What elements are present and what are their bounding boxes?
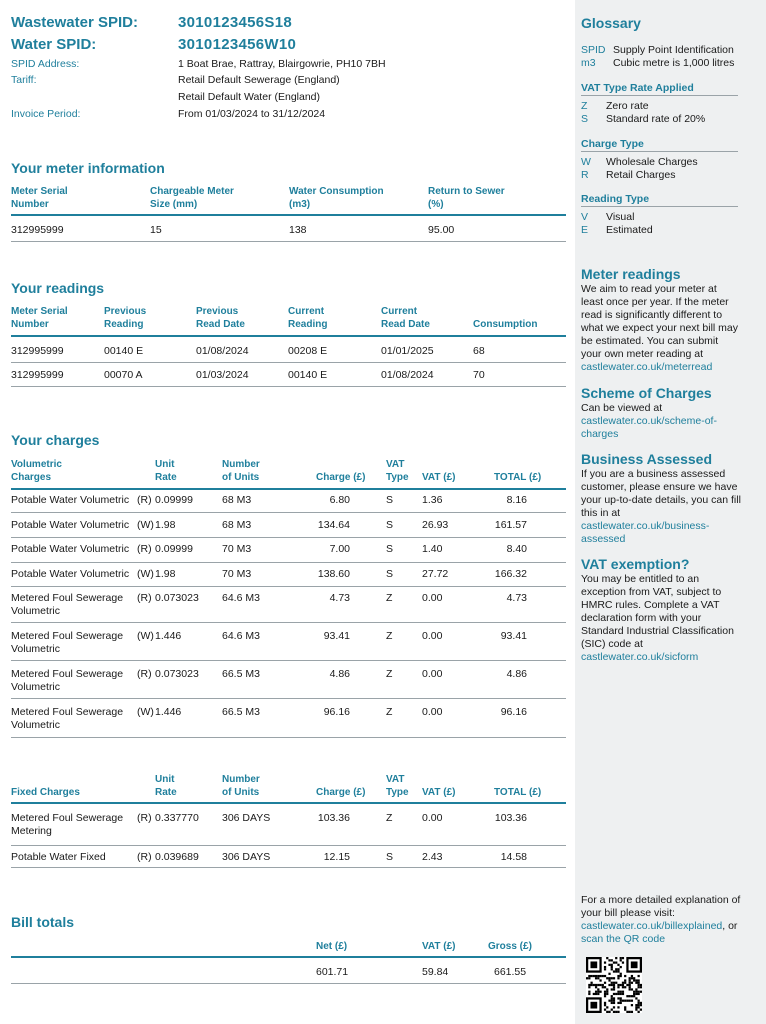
charge-text: Wholesale Charges: [606, 156, 698, 168]
charge-rate: 0.073023: [155, 668, 199, 680]
charge-vat-type: S: [386, 543, 394, 555]
glossary-code: m3: [581, 57, 596, 69]
readings-header-cur-date: Current Read Date: [381, 306, 430, 330]
charge-units: 68 M3: [222, 494, 252, 506]
reading-cell: 312995999: [11, 369, 64, 381]
glossary-sidebar: [575, 0, 766, 1024]
business-title: Business Assessed: [581, 451, 712, 467]
footer-text: For a more detailed explanation of your bill please visit: castlewater.co.uk/billexplained, or scan the QR code: [581, 894, 741, 945]
charge-amount: 96.16: [323, 706, 350, 718]
charge-units: 64.6 M3: [222, 592, 260, 604]
charge-rate: 1.98: [155, 519, 176, 531]
vat-code: Z: [581, 100, 588, 112]
charge-rate: 1.446: [155, 706, 182, 718]
charge-code: (R): [137, 668, 152, 680]
charge-amount: 103.36: [317, 812, 350, 824]
charge-vat-type: S: [386, 519, 394, 531]
charge-vat-type: S: [386, 494, 394, 506]
charges-header-name: Volumetric Charges: [11, 459, 62, 483]
charge-vat: 1.40: [422, 543, 443, 555]
charge-name: Potable Water Volumetric: [11, 543, 130, 555]
reading-type-title: Reading Type: [581, 193, 650, 205]
meter-readings-title: Meter readings: [581, 266, 681, 282]
charge-vat-type: S: [386, 851, 394, 863]
divider: [11, 335, 566, 337]
readings-header-prev-reading: Previous Reading: [104, 306, 147, 330]
charge-name: Metered Foul Sewerage Volumetric: [11, 668, 124, 693]
fixed-header-vat-type: VAT Type: [386, 774, 409, 798]
charge-amount: 134.64: [317, 519, 350, 531]
charge-total: 4.86: [506, 668, 527, 680]
charge-code: (R): [137, 851, 152, 863]
bill-explained-link[interactable]: castlewater.co.uk/billexplained: [581, 920, 723, 932]
charge-total: 4.73: [506, 592, 527, 604]
divider: [11, 622, 566, 623]
charge-name: Metered Foul Sewerage Volumetric: [11, 592, 124, 617]
meter-info-header-serial: Meter Serial Number: [11, 186, 68, 210]
totals-vat-label: VAT (£): [422, 941, 456, 952]
readings-title: Your readings: [11, 280, 105, 296]
reading-code: V: [581, 211, 589, 223]
meter-info-size: 15: [150, 224, 162, 236]
glossary-text: Cubic metre is 1,000 litres: [613, 57, 735, 69]
fixed-header-charge: Charge (£): [316, 787, 366, 798]
business-text: If you are a business assessed customer, please ensure we have your up-to-date details, you can fill this in at castlewater.co.uk/business-assessed: [581, 468, 741, 545]
charge-amount: 12.15: [323, 851, 350, 863]
divider: [11, 586, 566, 587]
charge-units: 66.5 M3: [222, 706, 260, 718]
meter-readings-text: We aim to read your meter at least once per year. If the meter read is significantly different to what we expect your next bill may be estimated. You can submit your own meter reading at castlewater.co.uk/meterread: [581, 283, 738, 373]
charge-vat: 0.00: [422, 592, 443, 604]
readings-header-cur-reading: Current Reading: [288, 306, 328, 330]
charge-rate: 0.073023: [155, 592, 199, 604]
charge-code: R: [581, 169, 589, 181]
charges-header-total: TOTAL (£): [494, 472, 542, 483]
tariff-value-water: Retail Default Water (England): [178, 91, 321, 103]
totals-net-value: 601.71: [316, 966, 349, 978]
tariff-label: Tariff:: [11, 74, 37, 86]
divider: [11, 983, 566, 984]
reading-cell: 01/03/2024: [196, 369, 249, 381]
charge-total: 96.16: [500, 706, 527, 718]
reading-cell: 01/08/2024: [381, 369, 434, 381]
reading-cell: 00140 E: [288, 369, 328, 381]
meter-info-header-size: Chargeable Meter Size (mm): [150, 186, 234, 210]
readings-header-serial: Meter Serial Number: [11, 306, 68, 330]
reading-text: Estimated: [606, 224, 653, 236]
charge-code: (W): [137, 568, 154, 580]
charge-text: Retail Charges: [606, 169, 676, 181]
charges-header-rate: Unit Rate: [155, 459, 177, 483]
charge-amount: 138.60: [317, 568, 350, 580]
bill-totals-title: Bill totals: [11, 914, 75, 930]
charge-amount: 7.00: [329, 543, 350, 555]
reading-cell: 00140 E: [104, 345, 144, 357]
charge-total: 14.58: [500, 851, 527, 863]
reading-cell: 01/08/2024: [196, 345, 249, 357]
charge-vat-type: Z: [386, 592, 393, 604]
fixed-header-vat: VAT (£): [422, 787, 456, 798]
spid-address-label: SPID Address:: [11, 58, 80, 70]
divider: [11, 698, 566, 699]
glossary-title: Glossary: [581, 15, 641, 31]
charge-name: Potable Water Volumetric: [11, 519, 130, 531]
charge-vat: 27.72: [422, 568, 449, 580]
charge-vat: 0.00: [422, 630, 443, 642]
tariff-value-sewerage: Retail Default Sewerage (England): [178, 74, 340, 86]
charge-rate: 0.039689: [155, 851, 199, 863]
charge-name: Potable Water Volumetric: [11, 568, 130, 580]
qr-code-icon[interactable]: [586, 957, 642, 1013]
divider: [11, 241, 566, 242]
water-spid-value: 3010123456W10: [178, 36, 297, 53]
fixed-header-rate: Unit Rate: [155, 774, 177, 798]
charge-total: 103.36: [494, 812, 527, 824]
scan-qr-link[interactable]: scan the QR code: [581, 933, 666, 945]
sicform-link[interactable]: castlewater.co.uk/sicform: [581, 651, 699, 663]
charge-vat: 2.43: [422, 851, 443, 863]
charge-vat: 26.93: [422, 519, 449, 531]
divider: [11, 537, 566, 538]
charge-units: 68 M3: [222, 519, 252, 531]
charge-rate: 1.98: [155, 568, 176, 580]
reading-cell: 00070 A: [104, 369, 143, 381]
meter-info-return: 95.00: [428, 224, 455, 236]
divider: [581, 151, 738, 152]
charge-units: 70 M3: [222, 568, 252, 580]
scheme-title: Scheme of Charges: [581, 385, 712, 401]
divider: [11, 562, 566, 563]
charge-vat-type: S: [386, 568, 394, 580]
business-link[interactable]: castlewater.co.uk/business-assessed: [581, 520, 710, 545]
vat-code: S: [581, 113, 589, 125]
meter-info-consumption: 138: [289, 224, 307, 236]
charge-rate: 0.09999: [155, 494, 193, 506]
charge-units: 70 M3: [222, 543, 252, 555]
totals-gross-value: 661.55: [494, 966, 527, 978]
vat-exemption-text: You may be entitled to an exception from VAT, subject to HMRC rules. Complete a VAT declaration form with your Standard Industrial Classification (SIC) code at castlewater.co.uk/sicform: [581, 573, 734, 663]
meter-info-header-return: Return to Sewer (%): [428, 186, 505, 210]
charge-name: Potable Water Fixed: [11, 851, 106, 863]
charge-amount: 4.86: [329, 668, 350, 680]
charge-code: (W): [137, 706, 154, 718]
totals-net-label: Net (£): [316, 941, 348, 952]
reading-text: Visual: [606, 211, 635, 223]
readings-header-prev-date: Previous Read Date: [196, 306, 245, 330]
divider: [11, 512, 566, 513]
meter-read-link[interactable]: castlewater.co.uk/meterread: [581, 361, 713, 373]
charge-total: 8.40: [506, 543, 527, 555]
fixed-header-units: Number of Units: [222, 774, 260, 798]
charges-header-charge: Charge (£): [316, 472, 366, 483]
reading-cell: 312995999: [11, 345, 64, 357]
charge-name: Metered Foul Sewerage Volumetric: [11, 630, 124, 655]
readings-header-consumption: Consumption: [473, 319, 538, 330]
charge-name: Metered Foul Sewerage Metering: [11, 812, 124, 837]
meter-info-serial: 312995999: [11, 224, 64, 236]
reading-cell: 01/01/2025: [381, 345, 434, 357]
charge-rate: 1.446: [155, 630, 182, 642]
charge-code: W: [581, 156, 591, 168]
charge-code: (W): [137, 630, 154, 642]
charge-amount: 6.80: [329, 494, 350, 506]
totals-vat-value: 59.84: [422, 966, 449, 978]
fixed-header-name: Fixed Charges: [11, 787, 80, 798]
charge-vat-type: Z: [386, 812, 393, 824]
divider: [11, 214, 566, 216]
divider: [11, 867, 566, 868]
vat-type-title: VAT Type Rate Applied: [581, 82, 694, 94]
divider: [581, 95, 738, 96]
reading-cell: 70: [473, 369, 485, 381]
water-spid-label: Water SPID:: [11, 36, 97, 53]
charge-vat-type: Z: [386, 668, 393, 680]
charge-code: (R): [137, 543, 152, 555]
qr-code-graphic: [586, 957, 642, 1013]
charge-total: 166.32: [494, 568, 527, 580]
invoice-period-value: From 01/03/2024 to 31/12/2024: [178, 108, 326, 120]
charge-vat: 1.36: [422, 494, 443, 506]
fixed-header-total: TOTAL (£): [494, 787, 542, 798]
vat-text: Standard rate of 20%: [606, 113, 706, 125]
wastewater-spid-label: Wastewater SPID:: [11, 14, 138, 31]
charge-total: 8.16: [506, 494, 527, 506]
charge-vat-type: Z: [386, 706, 393, 718]
glossary-code: SPID: [581, 44, 606, 56]
divider: [11, 737, 566, 738]
charge-type-title: Charge Type: [581, 138, 644, 150]
charge-vat: 0.00: [422, 812, 443, 824]
charge-amount: 93.41: [323, 630, 350, 642]
vat-text: Zero rate: [606, 100, 649, 112]
reading-cell: 00208 E: [288, 345, 328, 357]
charge-units: 66.5 M3: [222, 668, 260, 680]
charge-rate: 0.337770: [155, 812, 199, 824]
scheme-link[interactable]: castlewater.co.uk/scheme-of-charges: [581, 415, 717, 440]
spid-address-value: 1 Boat Brae, Rattray, Blairgowrie, PH10 7BH: [178, 58, 386, 70]
vat-exemption-title: VAT exemption?: [581, 556, 690, 572]
glossary-text: Supply Point Identification: [613, 44, 734, 56]
scheme-text: Can be viewed at castlewater.co.uk/scheme-of-charges: [581, 402, 717, 440]
divider: [11, 956, 566, 958]
charge-code: (R): [137, 592, 152, 604]
charges-title: Your charges: [11, 432, 100, 448]
reading-code: E: [581, 224, 589, 236]
wastewater-spid-value: 3010123456S18: [178, 14, 293, 31]
charges-header-units: Number of Units: [222, 459, 260, 483]
divider: [11, 362, 566, 363]
charge-vat: 0.00: [422, 706, 443, 718]
divider: [11, 488, 566, 490]
charge-name: Metered Foul Sewerage Volumetric: [11, 706, 124, 731]
invoice-period-label: Invoice Period:: [11, 108, 81, 120]
charge-total: 93.41: [500, 630, 527, 642]
charge-code: (R): [137, 494, 152, 506]
charge-units: 306 DAYS: [222, 851, 271, 863]
divider: [11, 845, 566, 846]
totals-gross-label: Gross (£): [488, 941, 532, 952]
charge-total: 161.57: [494, 519, 527, 531]
charge-rate: 0.09999: [155, 543, 193, 555]
charges-header-vat-type: VAT Type: [386, 459, 409, 483]
meter-info-title: Your meter information: [11, 160, 165, 176]
charges-header-vat: VAT (£): [422, 472, 456, 483]
charge-units: 64.6 M3: [222, 630, 260, 642]
charge-amount: 4.73: [329, 592, 350, 604]
meter-info-header-consumption: Water Consumption (m3): [289, 186, 384, 210]
divider: [11, 802, 566, 804]
divider: [11, 386, 566, 387]
charge-vat: 0.00: [422, 668, 443, 680]
charge-name: Potable Water Volumetric: [11, 494, 130, 506]
charge-units: 306 DAYS: [222, 812, 271, 824]
charge-vat-type: Z: [386, 630, 393, 642]
divider: [581, 206, 738, 207]
charge-code: (W): [137, 519, 154, 531]
charge-code: (R): [137, 812, 152, 824]
divider: [11, 660, 566, 661]
reading-cell: 68: [473, 345, 485, 357]
